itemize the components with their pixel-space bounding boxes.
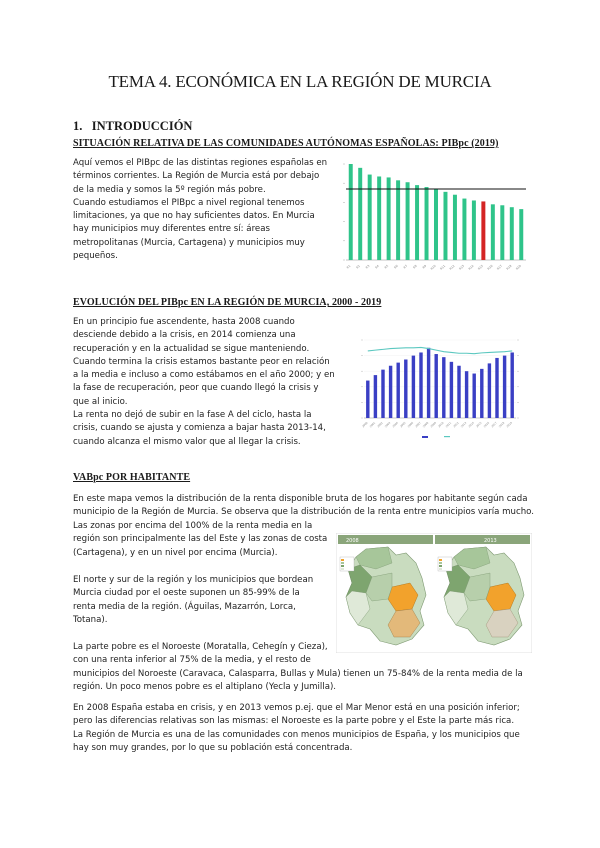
bar-year [510, 352, 513, 418]
text-line: El norte y sur de la región y los municipios que bordean [73, 575, 314, 585]
x-tick-label: R4 [374, 263, 380, 270]
bar-year [427, 348, 430, 418]
bar-region [415, 185, 419, 260]
bar-year [404, 360, 407, 419]
bar-region [406, 182, 410, 260]
text-line: En 2008 España estaba en crisis, y en 2013 vemos p.ej. que el Mar Menor está en una posición inferior; [73, 703, 520, 713]
subheading-situacion-relativa: SITUACIÓN RELATIVA DE LAS COMUNIDADES AUTÓNOMAS ESPAÑOLAS: PIBpc (2019) [73, 138, 499, 149]
bar-region [443, 192, 447, 260]
x-tick-label: R8 [412, 263, 418, 270]
text-line: La renta no dejó de subir en la fase A del ciclo, hasta la [73, 410, 312, 421]
page-title: TEMA 4. ECONÓMICA EN LA REGIÓN DE MURCIA [108, 72, 492, 91]
text-block-evolucion [73, 316, 348, 449]
bar-region [500, 205, 504, 260]
pibpc-regions-bar-chart [338, 160, 530, 278]
x-tick-label: 2003 [384, 421, 392, 429]
x-tick-label: 2015 [475, 421, 483, 429]
pibpc-evolution-combo-chart [348, 332, 532, 444]
text-line: a la media e incluso a como estábamos en el año 2000; y en [73, 370, 335, 381]
text-line: municipios del Noroeste (Caravaca, Calasparra, Bullas y Mula) tienen un 75-84% de la renta media de la [73, 669, 523, 679]
bar-region [491, 204, 495, 260]
text-block-intro [73, 157, 338, 263]
x-tick-label: R7 [402, 263, 409, 270]
text-line: En un principio fue ascendente, hasta 2008 cuando [73, 317, 295, 327]
x-tick-label: R11 [439, 263, 447, 271]
text-line: Aquí vemos el PIBpc de las distintas regiones españolas en [73, 158, 328, 168]
bar-year [412, 356, 415, 418]
text-line: términos corrientes. La Región de Murcia está por debajo [73, 171, 320, 182]
bar-year [366, 381, 369, 418]
text-block-vabpc-intro [73, 493, 533, 520]
text-line: cuando alcanza el mismo valor que al llegar la crisis. [73, 436, 301, 447]
legend-swatch [439, 568, 442, 570]
x-tick-label: 2002 [376, 421, 384, 429]
text-line: hay son muy grandes, por lo que su población está concentrada. [73, 742, 353, 753]
bar-year [472, 374, 475, 418]
subheading-evolucion-pibpc: EVOLUCIÓN DEL PIBpc EN LA REGIÓN DE MURCIA, 2000 - 2019 [73, 297, 382, 308]
bar-region [453, 195, 457, 260]
text-block-zonas-altas [73, 520, 335, 560]
bar-region [396, 180, 400, 260]
section-heading-introduccion: 1. INTRODUCCIÓN [73, 119, 193, 133]
map-title-2013: 2013 [484, 538, 497, 544]
x-tick-label: R19 [514, 263, 522, 271]
x-tick-label: R18 [505, 263, 513, 271]
x-tick-label: R6 [393, 263, 399, 270]
text-line: con una renta inferior al 75% de la media, y el resto de [73, 655, 311, 666]
text-line: de la media y somos la 5º región más pobre. [73, 184, 266, 195]
bar-region [434, 189, 438, 260]
text-block-norte-sur [73, 574, 335, 627]
bar-year [381, 370, 384, 418]
map-header-bar [435, 535, 530, 544]
bar-year [396, 363, 399, 418]
text-block-crisis [73, 702, 533, 755]
legend-swatch [341, 565, 344, 567]
x-tick-label: 2000 [361, 421, 369, 429]
legend-swatch [341, 562, 344, 564]
legend-swatch [341, 568, 344, 570]
x-tick-label: 2009 [430, 421, 437, 429]
x-tick-label: 2001 [369, 421, 377, 429]
murcia-income-maps [336, 533, 532, 653]
text-line: pequeños. [73, 251, 118, 262]
x-tick-label: R5 [383, 263, 390, 270]
bar-region [462, 199, 466, 260]
text-line: La Región de Murcia es una de las comunidades con menos municipios de España, y los municipios que [73, 729, 520, 740]
legend-swatch [341, 559, 344, 561]
map-title-2008: 2008 [346, 538, 359, 544]
text-line: pero las diferencias relativas son las mismas: el Noroeste es la parte pobre y el Este la parte más rica. [73, 716, 515, 727]
text-line: desciende debido a la crisis, en 2014 comienza una [73, 330, 296, 341]
x-tick-label: 2018 [498, 421, 506, 429]
bar-year [434, 354, 437, 418]
x-tick-label: R13 [458, 263, 466, 271]
x-tick-label: 2004 [392, 421, 399, 429]
text-line: crisis, cuando se ajusta y comienza a bajar hasta 2013-14, [73, 423, 326, 434]
bar-region [368, 175, 372, 260]
text-line: Totana). [73, 614, 108, 625]
text-line: renta media de la región. (Águilas, Mazarrón, Lorca, [73, 601, 296, 612]
bar-region [387, 177, 391, 260]
x-tick-label: R10 [429, 263, 437, 271]
legend-swatch [439, 559, 442, 561]
legend-swatch [439, 562, 442, 564]
legend-swatch-bars [422, 436, 428, 438]
x-tick-label: 2007 [414, 421, 422, 429]
x-tick-label: 2017 [490, 421, 498, 429]
text-line: la fase de recuperación, peor que cuando llegó la crisis y [73, 383, 319, 394]
bar-year [374, 375, 377, 418]
text-line: En este mapa vemos la distribución de la renta disponible bruta de los hogares por habitante según cada [73, 494, 528, 504]
x-tick-label: 2008 [422, 421, 430, 429]
text-line: metropolitanas (Murcia, Cartagena) y municipios muy [73, 237, 305, 248]
bar-year [442, 357, 445, 418]
x-tick-label: 2016 [483, 421, 491, 429]
bar-region [425, 187, 429, 260]
legend-swatch [439, 565, 442, 567]
x-tick-label: 2011 [445, 421, 453, 429]
x-tick-label: R2 [355, 263, 361, 270]
x-tick-label: R15 [477, 263, 485, 271]
bar-region [510, 207, 514, 260]
bar-year [503, 356, 506, 418]
x-tick-label: R9 [421, 263, 428, 270]
x-tick-label: 2014 [468, 421, 475, 429]
x-tick-label: R3 [364, 263, 371, 270]
x-tick-label: 2013 [460, 421, 468, 429]
bar-year [480, 369, 483, 418]
bar-year [450, 362, 453, 418]
bar-year [495, 358, 498, 418]
text-line: que al inicio. [73, 396, 128, 407]
legend-swatch-line [444, 436, 450, 437]
x-tick-label: 2019 [506, 421, 513, 429]
bar-murcia [481, 201, 485, 260]
bar-region [358, 168, 362, 260]
x-tick-label: 2010 [437, 421, 445, 429]
x-tick-label: R17 [496, 263, 504, 271]
x-tick-label: R14 [467, 263, 475, 271]
x-tick-label: R16 [486, 263, 494, 271]
line-series-relative [368, 347, 512, 353]
text-block-noroeste [73, 641, 348, 668]
bar-region [472, 200, 476, 260]
bar-year [419, 352, 422, 418]
text-block-noroeste-cont [73, 668, 533, 695]
text-line: Las zonas por encima del 100% de la renta media en la [73, 521, 313, 531]
bar-year [488, 363, 491, 418]
bar-year [389, 366, 392, 418]
x-tick-label: 2006 [407, 421, 415, 429]
bar-year [465, 371, 468, 418]
x-tick-label: 2005 [399, 421, 407, 429]
text-line: municipio de la Región de Murcia. Se observa que la distribución de la renta entre municipios varía mucho. [73, 507, 535, 518]
x-tick-label: R12 [448, 263, 456, 271]
subheading-vabpc: VABpc POR HABITANTE [73, 472, 191, 483]
text-line: Cuando estudiamos el PIBpc a nivel regional tenemos [73, 197, 305, 208]
bar-region [519, 209, 523, 260]
text-line: La parte pobre es el Noroeste (Moratalla, Cehegín y Cieza), [73, 642, 328, 652]
text-line: Murcia ciudad por el oeste suponen un 85-99% de la [73, 588, 300, 599]
bar-year [457, 366, 460, 418]
x-tick-label: 2012 [452, 421, 460, 429]
x-tick-label: R1 [345, 263, 352, 270]
text-line: hay municipios muy diferentes entre sí: áreas [73, 224, 270, 235]
bar-region [349, 164, 353, 260]
text-line: región. Un poco menos pobre es el altiplano (Yecla y Jumilla). [73, 682, 337, 693]
text-line: limitaciones, ya que no hay suficientes datos. En Murcia [73, 211, 315, 222]
text-line: Cuando termina la crisis estamos bastante peor en relación [73, 356, 330, 367]
text-line: (Cartagena), y en un nivel por encima (Murcia). [73, 547, 278, 558]
text-line: región son principalmente las del Este y las zonas de costa [73, 534, 328, 545]
text-line: recuperación y en la actualidad se sigue manteniendo. [73, 343, 310, 354]
